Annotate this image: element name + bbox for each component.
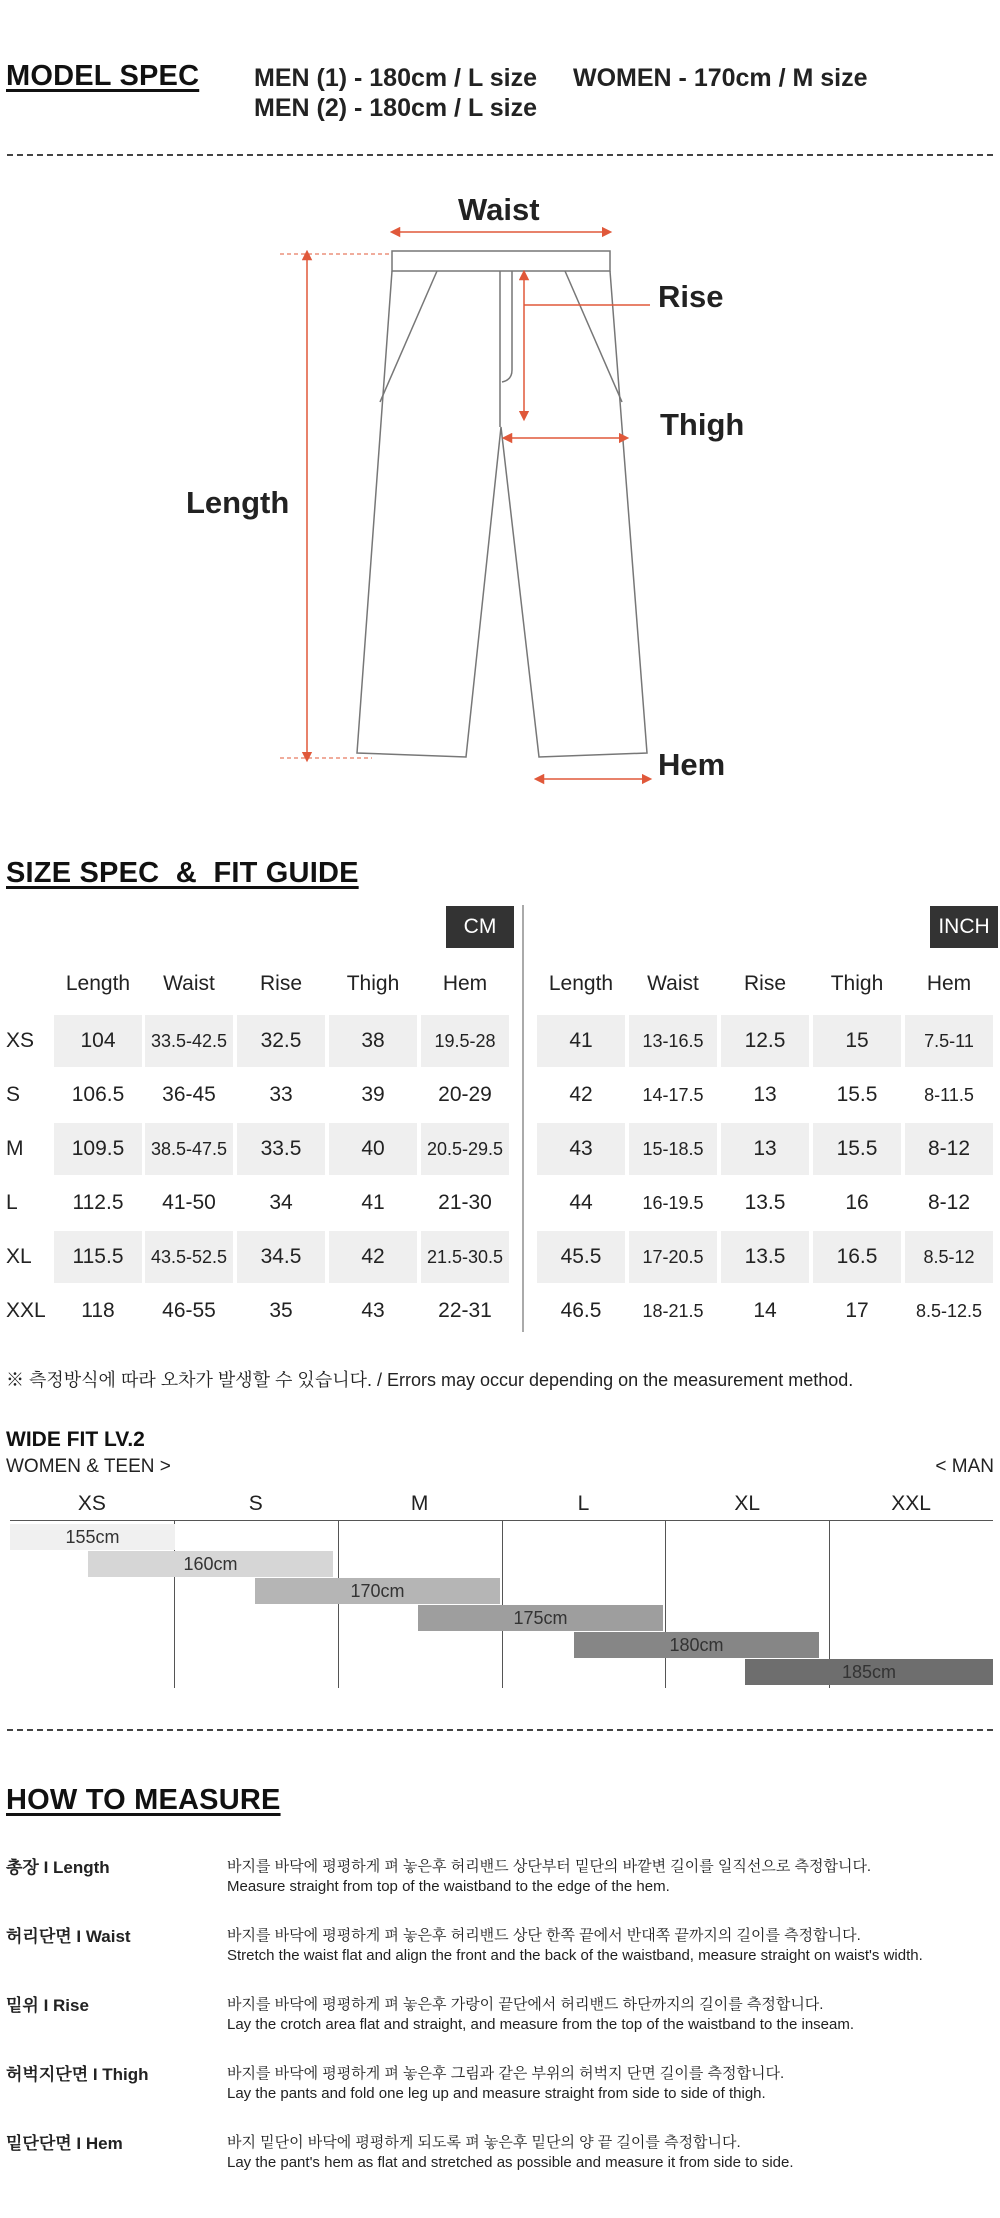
table-cell-cm: 112.5	[72, 1191, 124, 1214]
table-cell-cm: 34	[269, 1191, 293, 1214]
row-size-label: M	[6, 1137, 24, 1160]
table-cell-inch: 44	[569, 1191, 593, 1214]
fit-size-label: L	[577, 1492, 590, 1515]
table-cell-cm: 22-31	[438, 1299, 492, 1322]
table-cell-cm: 104	[54, 1015, 142, 1067]
pants-diagram	[0, 180, 1000, 800]
table-cell-cm: 32.5	[237, 1015, 325, 1067]
measure-desc-en: Lay the crotch area flat and straight, and measure from the top of the waistband to the inseam.	[227, 2016, 855, 2033]
table-cell-cm: 43.5-52.5	[145, 1231, 233, 1283]
table-cell-inch: 16.5	[813, 1231, 901, 1283]
left-pocket	[380, 271, 437, 402]
col-header-inch-4: Hem	[926, 972, 972, 995]
table-cell-cm: 20.5-29.5	[421, 1123, 509, 1175]
measure-term: 밑위 I Rise	[6, 1996, 89, 2015]
table-cell-cm: 41	[361, 1191, 385, 1214]
fit-height-bar: 185cm	[745, 1659, 993, 1685]
table-cell-cm: 43	[361, 1299, 385, 1322]
measure-desc-en: Stretch the waist flat and align the front and the back of the waistband, measure straight on waist's width.	[227, 1947, 923, 1964]
table-cell-inch: 13-16.5	[629, 1015, 717, 1067]
table-cell-inch: 8.5-12.5	[915, 1300, 983, 1321]
cm-badge: CM	[446, 906, 514, 948]
fit-height-bar: 180cm	[574, 1632, 819, 1658]
table-cell-cm: 21-30	[438, 1191, 492, 1214]
table-cell-cm: 21.5-30.5	[421, 1231, 509, 1283]
table-cell-inch: 17-20.5	[629, 1231, 717, 1283]
table-divider	[522, 905, 524, 1332]
model-women: WOMEN - 170cm / M size	[573, 64, 868, 92]
model-spec-title: MODEL SPEC	[6, 60, 200, 92]
fit-chart	[10, 1488, 993, 1688]
table-cell-cm: 33	[269, 1083, 293, 1106]
table-cell-cm: 46-55	[162, 1299, 216, 1322]
table-cell-inch: 16-19.5	[642, 1192, 704, 1213]
divider-dashed-top	[7, 154, 993, 156]
fit-column-line	[338, 1520, 339, 1688]
measure-desc-ko: 바지를 바닥에 평평하게 펴 놓은후 허리밴드 상단 한쪽 끝에서 반대쪽 끝까지의 길이를 측정합니다.	[227, 1927, 861, 1944]
table-cell-cm: 40	[329, 1123, 417, 1175]
col-header-cm-0: Length	[65, 972, 131, 995]
col-header-cm-1: Waist	[163, 972, 215, 995]
table-cell-cm: 41-50	[162, 1191, 216, 1214]
col-header-cm-4: Hem	[442, 972, 488, 995]
waistband	[392, 251, 610, 271]
table-cell-cm: 20-29	[438, 1083, 492, 1106]
fit-height-bar: 160cm	[88, 1551, 333, 1577]
table-cell-inch: 43	[537, 1123, 625, 1175]
row-size-label: XS	[6, 1029, 35, 1052]
table-cell-inch: 15	[813, 1015, 901, 1067]
col-header-inch-3: Thigh	[830, 972, 884, 995]
label-length: Length	[186, 485, 290, 520]
label-waist: Waist	[458, 192, 540, 227]
fit-column-line	[502, 1520, 503, 1688]
col-header-cm-2: Rise	[259, 972, 302, 995]
table-cell-cm: 36-45	[162, 1083, 216, 1106]
measure-term: 밑단단면 I Hem	[6, 2134, 123, 2153]
measure-desc-ko: 바지를 바닥에 평평하게 펴 놓은후 허리밴드 상단부터 밑단의 바깥변 길이를 일직선으로 측정합니다.	[227, 1858, 872, 1875]
table-cell-inch: 13.5	[721, 1231, 809, 1283]
fit-size-label: XL	[734, 1492, 761, 1515]
measure-desc-ko: 바지를 바닥에 평평하게 펴 놓은후 가랑이 끝단에서 허리밴드 하단까지의 길이를 측정합니다.	[227, 1996, 824, 2013]
table-cell-cm: 109.5	[54, 1123, 142, 1175]
inch-badge: INCH	[930, 906, 998, 948]
row-size-label: S	[6, 1083, 21, 1106]
fit-height-bar: 175cm	[418, 1605, 663, 1631]
col-header-inch-1: Waist	[647, 972, 699, 995]
table-cell-inch: 15-18.5	[629, 1123, 717, 1175]
table-cell-cm: 35	[269, 1299, 293, 1322]
pants-outline	[357, 271, 647, 757]
fit-size-label: XXL	[891, 1492, 931, 1515]
measure-desc-en: Lay the pant's hem as flat and stretched as possible and measure it from side to side.	[227, 2154, 794, 2171]
measurement-note: ※ 측정방식에 따라 오차가 발생할 수 있습니다. / Errors may occur depending on the measurement method.	[6, 1370, 854, 1390]
table-cell-cm: 38.5-47.5	[145, 1123, 233, 1175]
table-cell-cm: 33.5-42.5	[145, 1015, 233, 1067]
table-cell-inch: 46.5	[560, 1299, 602, 1322]
table-cell-cm: 115.5	[54, 1231, 142, 1283]
table-cell-inch: 15.5	[836, 1083, 878, 1106]
fit-height-bar: 155cm	[10, 1524, 175, 1550]
table-cell-inch: 8-12	[905, 1123, 993, 1175]
fit-size-label: XS	[77, 1492, 106, 1515]
table-cell-inch: 8-12	[927, 1191, 971, 1214]
row-size-label: XXL	[6, 1299, 46, 1322]
table-cell-inch: 17	[845, 1299, 869, 1322]
table-cell-inch: 13	[721, 1123, 809, 1175]
size-spec-title: SIZE SPEC & FIT GUIDE	[6, 857, 359, 889]
measure-term: 총장 I Length	[6, 1858, 110, 1877]
table-cell-cm: 19.5-28	[421, 1015, 509, 1067]
fit-column-line	[665, 1520, 666, 1688]
table-cell-inch: 8.5-12	[905, 1231, 993, 1283]
table-cell-inch: 45.5	[537, 1231, 625, 1283]
table-cell-cm: 42	[329, 1231, 417, 1283]
measure-term: 허리단면 I Waist	[6, 1927, 131, 1946]
table-cell-inch: 14	[753, 1299, 777, 1322]
table-cell-inch: 7.5-11	[905, 1015, 993, 1067]
fit-size-label: M	[410, 1492, 429, 1515]
table-cell-inch: 15.5	[813, 1123, 901, 1175]
col-header-inch-0: Length	[548, 972, 614, 995]
table-cell-inch: 12.5	[721, 1015, 809, 1067]
table-cell-inch: 13.5	[744, 1191, 786, 1214]
label-hem: Hem	[658, 747, 726, 782]
model-men1: MEN (1) - 180cm / L size	[254, 64, 537, 92]
model-men2: MEN (2) - 180cm / L size	[254, 94, 537, 122]
fly-stitch	[502, 271, 512, 382]
pants-drawing	[0, 180, 1000, 800]
table-cell-inch: 41	[537, 1015, 625, 1067]
measure-desc-en: Lay the pants and fold one leg up and measure straight from side to side of thigh.	[227, 2085, 766, 2102]
row-size-label: L	[6, 1191, 18, 1214]
fit-left-label: WOMEN & TEEN >	[6, 1456, 171, 1477]
right-pocket	[565, 271, 622, 402]
table-cell-inch: 18-21.5	[642, 1300, 704, 1321]
table-cell-inch: 13	[753, 1083, 777, 1106]
measure-desc-en: Measure straight from top of the waistband to the edge of the hem.	[227, 1878, 670, 1895]
fit-height-bar: 170cm	[255, 1578, 500, 1604]
col-header-inch-2: Rise	[743, 972, 786, 995]
divider-dashed-bottom	[7, 1729, 993, 1731]
table-cell-cm: 38	[329, 1015, 417, 1067]
table-cell-cm: 34.5	[237, 1231, 325, 1283]
table-cell-inch: 14-17.5	[642, 1084, 704, 1105]
how-to-measure-title: HOW TO MEASURE	[6, 1784, 281, 1816]
table-cell-cm: 33.5	[237, 1123, 325, 1175]
measure-desc-ko: 바지를 바닥에 평평하게 펴 놓은후 그림과 같은 부위의 허벅지 단면 길이를 측정합니다.	[227, 2065, 785, 2082]
measure-term: 허벅지단면 I Thigh	[6, 2065, 149, 2084]
label-rise: Rise	[658, 279, 724, 314]
fit-right-label: < MAN	[935, 1456, 994, 1477]
fit-size-label: S	[248, 1492, 263, 1515]
table-cell-inch: 42	[569, 1083, 593, 1106]
table-cell-cm: 118	[81, 1299, 115, 1322]
label-thigh: Thigh	[660, 407, 745, 442]
table-cell-cm: 39	[361, 1083, 385, 1106]
table-cell-cm: 106.5	[71, 1083, 125, 1106]
fit-guide-title: WIDE FIT LV.2	[6, 1428, 145, 1451]
measure-desc-ko: 바지 밑단이 바닥에 평평하게 되도록 펴 놓은후 밑단의 양 끝 길이를 측정합니다.	[227, 2134, 741, 2151]
col-header-cm-3: Thigh	[346, 972, 400, 995]
table-cell-inch: 16	[845, 1191, 869, 1214]
table-cell-inch: 8-11.5	[924, 1084, 974, 1105]
row-size-label: XL	[6, 1245, 32, 1268]
